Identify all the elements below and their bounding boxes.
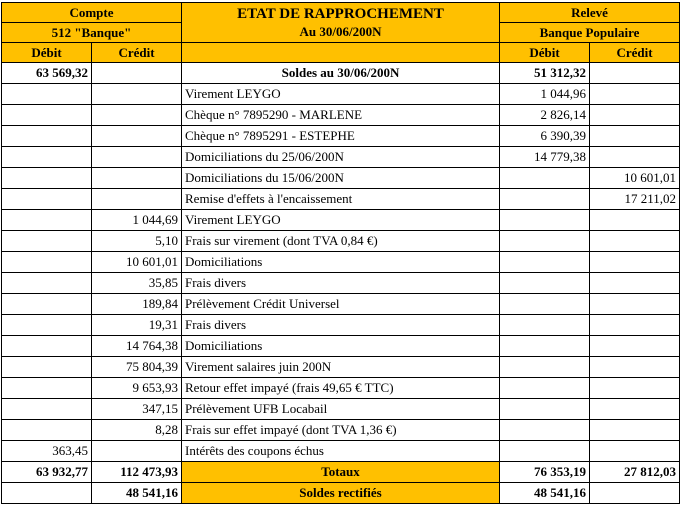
- table-row: [2, 168, 680, 189]
- table-row: [2, 336, 680, 357]
- row-bank-debit: [500, 273, 590, 294]
- row-bank-debit: [500, 357, 590, 378]
- soldes-credit: [92, 63, 182, 84]
- col-debit-account: Débit: [2, 43, 92, 63]
- row-credit: 19,31: [92, 315, 182, 336]
- row-bank-credit: [590, 252, 680, 273]
- report-title-date: Au 30/06/200N: [299, 23, 382, 39]
- row-bank-credit: [590, 231, 680, 252]
- row-debit: [2, 357, 92, 378]
- soldes-label: Soldes au 30/06/200N: [182, 63, 500, 84]
- row-debit: [2, 210, 92, 231]
- row-label: Chèque n° 7895290 - MARLENE: [182, 105, 500, 126]
- row-bank-debit: [500, 420, 590, 441]
- row-bank-credit: [590, 378, 680, 399]
- row-label: Frais divers: [182, 273, 500, 294]
- table-row: [2, 231, 680, 252]
- soldes-row: [2, 63, 680, 84]
- soldes-bank-debit: 51 312,32: [500, 63, 590, 84]
- rectifies-bank-credit: [590, 483, 680, 504]
- row-bank-debit: [500, 378, 590, 399]
- rectifies-credit: 48 541,16: [92, 483, 182, 504]
- table-row: [2, 399, 680, 420]
- col-debit-bank: Débit: [500, 43, 590, 63]
- row-bank-debit: [500, 315, 590, 336]
- totaux-credit: 112 473,93: [92, 462, 182, 483]
- row-bank-credit: 10 601,01: [590, 168, 680, 189]
- row-credit: 9 653,93: [92, 378, 182, 399]
- row-debit: [2, 273, 92, 294]
- account-title: Compte: [2, 3, 182, 23]
- row-bank-debit: [500, 441, 590, 462]
- row-label: Frais sur virement (dont TVA 0,84 €): [182, 231, 500, 252]
- column-header-row: [2, 43, 680, 63]
- row-bank-debit: 2 826,14: [500, 105, 590, 126]
- table-row: [2, 84, 680, 105]
- rectifies-label: Soldes rectifiés: [182, 483, 500, 504]
- row-label: Domiciliations: [182, 336, 500, 357]
- row-debit: [2, 84, 92, 105]
- totaux-bank-credit: 27 812,03: [590, 462, 680, 483]
- row-label: Virement LEYGO: [182, 84, 500, 105]
- row-bank-credit: [590, 399, 680, 420]
- row-debit: [2, 252, 92, 273]
- account-name: 512 "Banque": [2, 23, 182, 43]
- row-debit: [2, 294, 92, 315]
- header-row-1: [2, 3, 680, 23]
- row-label: Intérêts des coupons échus: [182, 441, 500, 462]
- row-debit: [2, 420, 92, 441]
- row-credit: 75 804,39: [92, 357, 182, 378]
- row-credit: 8,28: [92, 420, 182, 441]
- row-bank-debit: [500, 399, 590, 420]
- row-bank-credit: [590, 420, 680, 441]
- totaux-bank-debit: 76 353,19: [500, 462, 590, 483]
- row-bank-credit: [590, 315, 680, 336]
- row-label: Domiciliations du 15/06/200N: [182, 168, 500, 189]
- row-bank-credit: [590, 273, 680, 294]
- row-bank-debit: [500, 294, 590, 315]
- row-label: Domiciliations: [182, 252, 500, 273]
- rectifies-bank-debit: 48 541,16: [500, 483, 590, 504]
- row-label: Frais sur effet impayé (dont TVA 1,36 €): [182, 420, 500, 441]
- report-title-main: ETAT DE RAPPROCHEMENT: [237, 5, 444, 22]
- row-debit: [2, 126, 92, 147]
- row-bank-credit: [590, 126, 680, 147]
- row-credit: 189,84: [92, 294, 182, 315]
- row-credit: 14 764,38: [92, 336, 182, 357]
- row-debit: [2, 378, 92, 399]
- row-label: Remise d'effets à l'encaissement: [182, 189, 500, 210]
- row-debit: [2, 231, 92, 252]
- row-bank-debit: 14 779,38: [500, 147, 590, 168]
- row-bank-debit: [500, 168, 590, 189]
- row-credit: [92, 84, 182, 105]
- table-row: [2, 105, 680, 126]
- row-debit: [2, 336, 92, 357]
- row-label: Prélèvement Crédit Universel: [182, 294, 500, 315]
- reconciliation-table: [1, 2, 680, 504]
- table-row: [2, 252, 680, 273]
- totaux-label: Totaux: [182, 462, 500, 483]
- row-credit: 1 044,69: [92, 210, 182, 231]
- col-credit-account: Crédit: [92, 43, 182, 63]
- row-credit: [92, 189, 182, 210]
- row-debit: [2, 105, 92, 126]
- rectifies-debit: [2, 483, 92, 504]
- table-row: [2, 126, 680, 147]
- row-credit: [92, 126, 182, 147]
- row-credit: [92, 441, 182, 462]
- row-label: Virement salaires juin 200N: [182, 357, 500, 378]
- row-credit: [92, 168, 182, 189]
- rectifies-row: [2, 483, 680, 504]
- row-credit: 5,10: [92, 231, 182, 252]
- bank-statement-title: Relevé: [500, 3, 680, 23]
- row-label: Virement LEYGO: [182, 210, 500, 231]
- row-debit: [2, 147, 92, 168]
- row-label: Frais divers: [182, 315, 500, 336]
- row-debit: 363,45: [2, 441, 92, 462]
- row-bank-credit: [590, 147, 680, 168]
- col-credit-bank: Crédit: [590, 43, 680, 63]
- row-label: Domiciliations du 25/06/200N: [182, 147, 500, 168]
- row-bank-debit: [500, 252, 590, 273]
- table-row: [2, 294, 680, 315]
- report-title: [182, 3, 500, 43]
- row-bank-credit: [590, 441, 680, 462]
- row-debit: [2, 399, 92, 420]
- row-bank-debit: 1 044,96: [500, 84, 590, 105]
- table-row: [2, 420, 680, 441]
- row-credit: 10 601,01: [92, 252, 182, 273]
- row-bank-credit: [590, 105, 680, 126]
- row-credit: [92, 147, 182, 168]
- row-credit: 347,15: [92, 399, 182, 420]
- table-row: [2, 147, 680, 168]
- row-debit: [2, 168, 92, 189]
- soldes-bank-credit: [590, 63, 680, 84]
- row-bank-credit: [590, 357, 680, 378]
- table-row: [2, 315, 680, 336]
- table-row: [2, 210, 680, 231]
- row-label: Chèque n° 7895291 - ESTEPHE: [182, 126, 500, 147]
- row-bank-debit: [500, 231, 590, 252]
- table-row: [2, 441, 680, 462]
- row-credit: 35,85: [92, 273, 182, 294]
- col-label-spacer: [182, 43, 500, 63]
- row-bank-credit: [590, 294, 680, 315]
- totaux-row: [2, 462, 680, 483]
- row-debit: [2, 189, 92, 210]
- row-bank-debit: [500, 210, 590, 231]
- table-row: [2, 357, 680, 378]
- table-row: [2, 189, 680, 210]
- row-bank-debit: [500, 336, 590, 357]
- table-row: [2, 273, 680, 294]
- row-credit: [92, 105, 182, 126]
- totaux-debit: 63 932,77: [2, 462, 92, 483]
- bank-name: Banque Populaire: [500, 23, 680, 43]
- row-label: Retour effet impayé (frais 49,65 € TTC): [182, 378, 500, 399]
- row-debit: [2, 315, 92, 336]
- row-bank-debit: 6 390,39: [500, 126, 590, 147]
- row-bank-credit: 17 211,02: [590, 189, 680, 210]
- soldes-debit: 63 569,32: [2, 63, 92, 84]
- row-bank-credit: [590, 210, 680, 231]
- table-row: [2, 378, 680, 399]
- row-bank-debit: [500, 189, 590, 210]
- row-bank-credit: [590, 84, 680, 105]
- row-label: Prélèvement UFB Locabail: [182, 399, 500, 420]
- row-bank-credit: [590, 336, 680, 357]
